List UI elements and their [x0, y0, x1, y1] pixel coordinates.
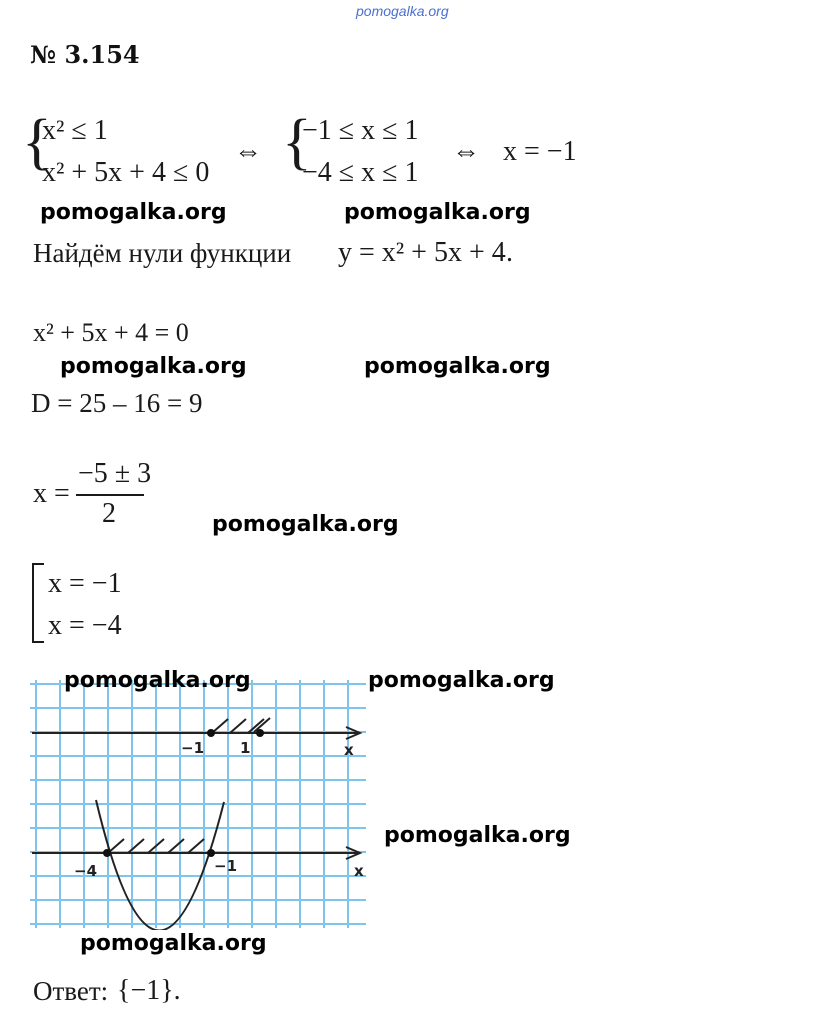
root-formula-numerator: −5 ± 3: [78, 458, 152, 489]
watermark: pomogalka.org: [212, 512, 399, 537]
watermark: pomogalka.org: [368, 668, 555, 693]
graph2-point-neg1: [207, 849, 215, 857]
graph1-axis-label: x: [344, 741, 354, 759]
system2-line1: −1 ≤ x ≤ 1: [302, 115, 419, 146]
graph1-label-1: 1: [240, 739, 251, 757]
function-dot: .: [506, 237, 513, 268]
find-zeros-text: Найдём нули функции: [33, 238, 292, 268]
graph1-label-neg1: −1: [181, 739, 205, 757]
graph1-point-neg1: [207, 729, 215, 737]
graph2-axis-label: x: [354, 862, 364, 880]
watermark: pomogalka.org: [384, 823, 571, 848]
roots-bracket: [32, 563, 44, 643]
watermark: pomogalka.org: [60, 354, 247, 379]
system1-brace: {: [22, 108, 52, 176]
watermark: pomogalka.org: [344, 200, 531, 225]
quadratic-equation: x² + 5x + 4 = 0: [33, 318, 189, 347]
root-1: x = −1: [48, 568, 122, 599]
watermark: pomogalka.org: [364, 354, 551, 379]
site-header: pomogalka.org: [356, 3, 449, 19]
watermark: pomogalka.org: [40, 200, 227, 225]
function-expression: y = x² + 5x + 4: [338, 237, 506, 268]
system2-brace: {: [282, 108, 312, 176]
root-formula-denominator: 2: [102, 498, 116, 529]
graph1-point-1: [256, 729, 264, 737]
graph2-label-neg1: −1: [214, 857, 238, 875]
answer-value: {−1}.: [117, 975, 181, 1006]
discriminant: D = 25 – 16 = 9: [31, 388, 203, 418]
graph2-label-neg4: −4: [74, 862, 98, 880]
equiv-symbol-1: ⇔: [234, 136, 262, 167]
watermark: pomogalka.org: [80, 931, 267, 956]
problem-number: № 3.154: [30, 40, 140, 69]
watermark: pomogalka.org: [64, 668, 251, 693]
equiv-symbol-2: ⇔: [452, 136, 480, 167]
fraction-bar: [76, 494, 144, 496]
system2-line2: −4 ≤ x ≤ 1: [302, 157, 419, 188]
system1-line1: x² ≤ 1: [42, 115, 108, 146]
answer-label: Ответ:: [33, 976, 109, 1006]
root-2: x = −4: [48, 610, 122, 641]
system1-line2: x² + 5x + 4 ≤ 0: [42, 157, 210, 188]
graph2-point-neg4: [103, 849, 111, 857]
system-result: x = −1: [503, 136, 577, 167]
graph-1: [32, 718, 360, 739]
number-line-graphs: [0, 660, 400, 930]
root-formula-lhs: x =: [33, 478, 70, 509]
